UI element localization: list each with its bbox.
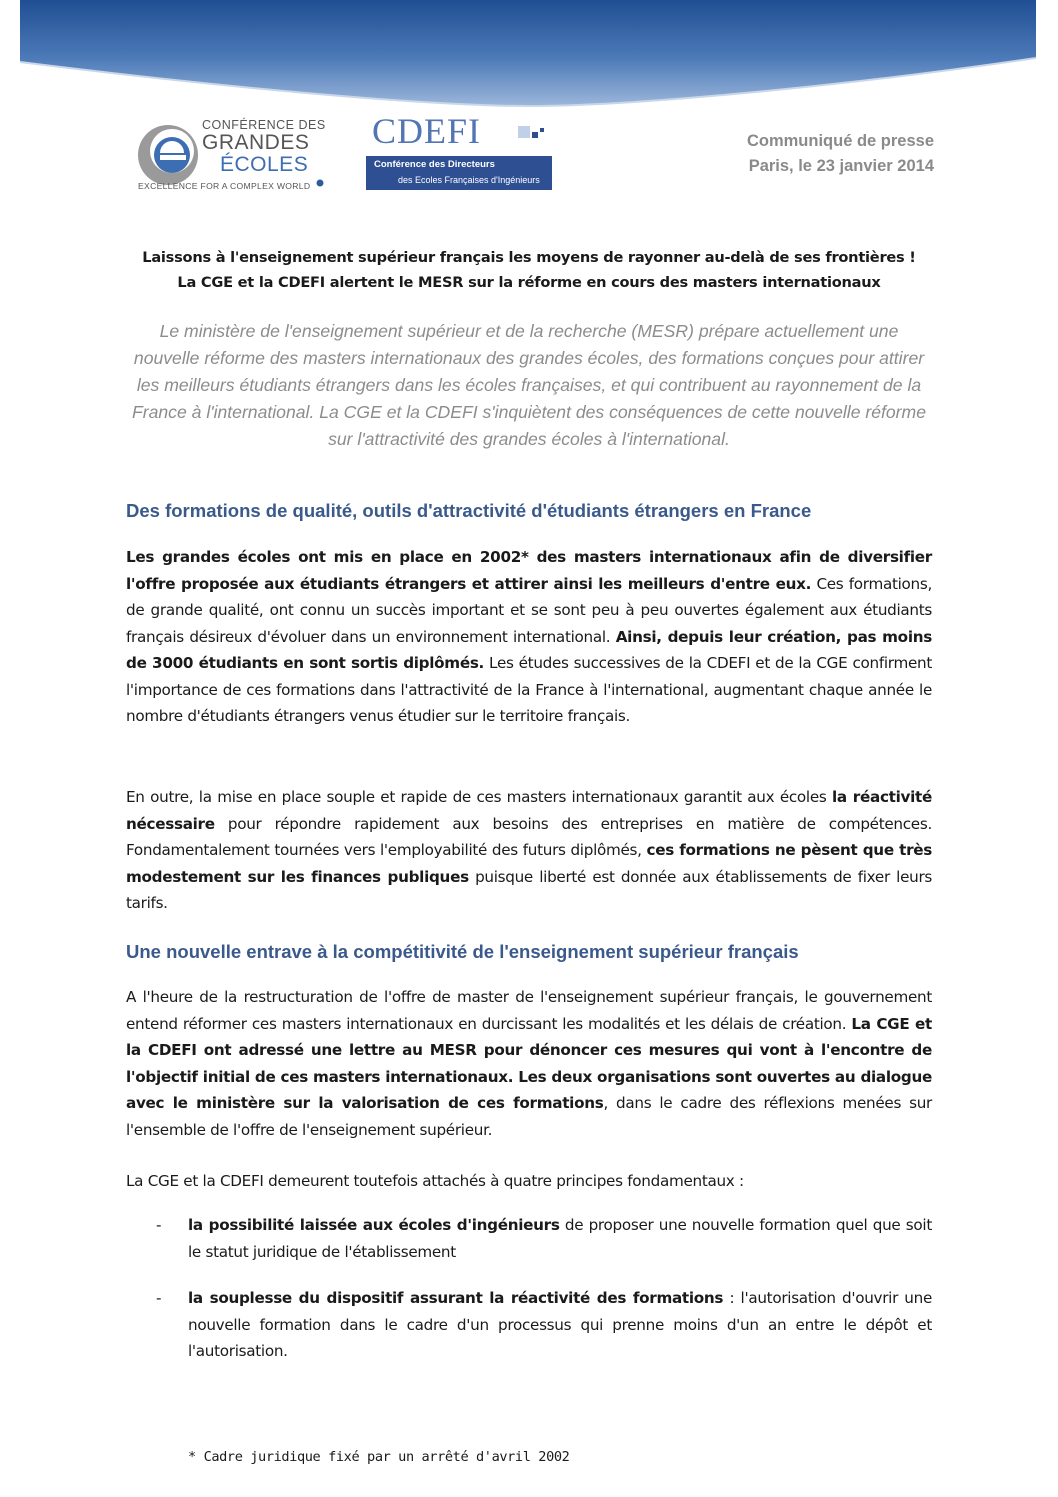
section-1-p2-text-1: En outre, la mise en place souple et rapide de ces masters internationaux garantit aux écoles — [126, 788, 832, 806]
cdefi-squares-icon — [518, 118, 552, 144]
section-2-paragraph-2: La CGE et la CDEFI demeurent toutefois attachés à quatre principes fondamentaux : — [126, 1172, 744, 1190]
list-bullet-dash: - — [156, 1216, 162, 1234]
section-1-paragraph-2 — [126, 784, 932, 917]
list-bullet-dash: - — [156, 1289, 162, 1307]
section-1-p2-bold-1: la réactivité nécessaire — [126, 788, 932, 833]
cdefi-logo-name: CDEFI — [372, 111, 482, 151]
section-1-paragraph-1 — [126, 544, 932, 730]
section-2-heading: Une nouvelle entrave à la compétitivité de l'enseignement supérieur français — [126, 941, 799, 962]
cdefi-logo-banner — [366, 156, 552, 190]
title-line-2: La CGE et la CDEFI alertent le MESR sur la réforme en cours des masters internationaux — [177, 274, 881, 291]
list-item — [126, 1212, 932, 1265]
section-2-p1-text-1: A l'heure de la restructuration de l'offre de master de l'enseignement supérieur français, le gouvernement entend réformer ces masters internationaux en durcissant les modalités et les délais de création. — [126, 988, 932, 1033]
list-item-bold: la souplesse du dispositif assurant la réactivité des formations — [188, 1289, 724, 1307]
list-item-text: de proposer une nouvelle formation quel que soit le statut juridique de l'établissement — [188, 1216, 932, 1261]
section-1-heading: Des formations de qualité, outils d'attractivité d'étudiants étrangers en France — [126, 500, 812, 521]
section-2-p1-text-2: , dans le cadre des réflexions menées sur l'ensemble de l'offre de l'enseignement supérieur. — [126, 1094, 932, 1139]
cge-logo — [136, 117, 336, 195]
cge-logo-line1: CONFÉRENCE DES — [202, 118, 326, 132]
section-2-paragraph-1 — [126, 984, 932, 1143]
section-1-p1-bold-1: Les grandes écoles ont mis en place en 2002* des masters internationaux afin de diversifier l'offre proposée aux étudiants étrangers et attirer ainsi les meilleurs d'entre eux. — [126, 548, 932, 593]
cdefi-logo-line2: des Ecoles Françaises d'Ingénieurs — [398, 175, 540, 185]
section-1-p1-text-2: Les études successives de la CDEFI et de la CGE confirment l'importance de ces formations dans l'attractivité de la France à l'international, augmentant chaque année le nombre d'étudiants étrangers venus étudier sur le territoire français. — [126, 654, 932, 725]
cdefi-logo — [366, 112, 556, 192]
section-1-p2-text-3: puisque liberté est donnée aux établissements de fixer leurs tarifs. — [126, 867, 932, 912]
press-release-date: Paris, le 23 janvier 2014 — [748, 157, 934, 175]
list-item-text: : l'autorisation d'ouvrir une nouvelle formation dans le cadre d'un processus qui prenne moins d'un an entre le dépôt et l'autorisation. — [188, 1289, 932, 1360]
document-title — [126, 245, 932, 295]
principles-list — [126, 1212, 932, 1365]
cge-logo-line3: ÉCOLES — [220, 153, 309, 176]
section-1-p2-bold-2: ces formations ne pèsent que très modestement sur les finances publiques — [126, 841, 933, 886]
section-1-p2-text-2: pour répondre rapidement aux besoins des entreprises en matière de compétences. Fondamentalement tournées vers l'employabilité des futurs diplômés, — [126, 814, 932, 859]
footnote: * Cadre juridique fixé par un arrêté d'avril 2002 — [188, 1449, 570, 1465]
section-2-p1-bold-1: La CGE et la CDEFI ont adressé une lettre au MESR pour dénoncer ces mesures qui vont à l'encontre de l'objectif initial de ces masters internationaux. Les deux organisations sont ouvertes au dialogue avec le ministère sur la valorisation de ces formations — [126, 1014, 932, 1112]
section-1-p1-text-1: Ces formations, de grande qualité, ont connu un succès important et se sont peu à peu ouvertes également aux étudiants français désireux d'évoluer dans un environnement international. — [126, 574, 932, 646]
list-item — [126, 1285, 932, 1365]
press-release-label: Communiqué de presse — [746, 132, 934, 150]
press-release-header — [747, 129, 934, 179]
header-banner — [0, 0, 1058, 112]
lead-paragraph: Le ministère de l'enseignement supérieur et de la recherche (MESR) prépare actuellement une nouvelle réforme des masters internationaux des grandes écoles, des formations conçues pour attirer les meilleurs étudiants étrangers dans les écoles françaises, et qui contribuent au rayonnement de la France à l'international. La CGE et la CDEFI s'inquiètent des conséquences de cette nouvelle réforme sur l'attractivité des grandes écoles à l'international. — [132, 321, 926, 449]
list-item-bold: la possibilité laissée aux écoles d'ingénieurs — [188, 1216, 560, 1234]
cge-logo-tagline: EXCELLENCE FOR A COMPLEX WORLD — [138, 181, 311, 191]
cge-logo-line2: GRANDES — [202, 131, 310, 154]
section-1-p1-bold-2: Ainsi, depuis leur création, pas moins de 3000 étudiants en sont sortis diplômés. — [126, 627, 932, 672]
title-line-1: Laissons à l'enseignement supérieur français les moyens de rayonner au-delà de ses frontières ! — [142, 249, 916, 266]
cdefi-logo-line1: Conférence des Directeurs — [374, 159, 495, 170]
